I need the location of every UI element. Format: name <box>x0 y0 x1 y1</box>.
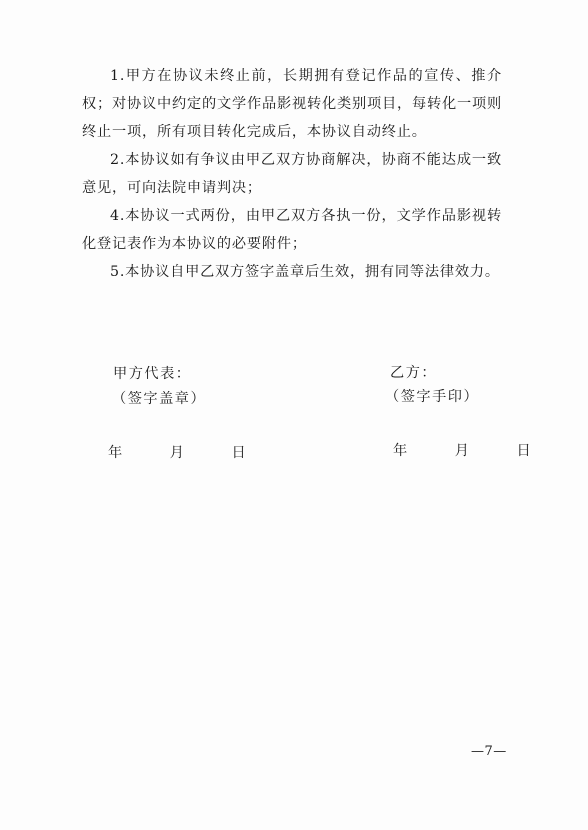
clause-1: 1.甲方在协议未终止前，长期拥有登记作品的宣传、推介权；对协议中约定的文学作品影视转化类别项目，每转化一项则终止一项，所有项目转化完成后，本协议自动终止。 <box>82 68 502 140</box>
party-a-date-day: 日 <box>231 445 248 461</box>
party-a-date-line <box>108 442 265 462</box>
party-b-date-year: 年 <box>393 443 409 459</box>
clause-5: 5.本协议自甲乙双方签字盖章后生效，拥有同等法律效力。 <box>110 264 500 280</box>
party-a-representative-label: 甲方代表： <box>113 366 192 382</box>
agreement-clauses <box>82 62 502 286</box>
party-b-date-day: 日 <box>516 443 533 459</box>
party-b-date-month: 月 <box>454 443 471 459</box>
party-b-signature-note: （签字手印） <box>385 389 480 405</box>
party-a-date-year: 年 <box>108 445 124 461</box>
page-number: —7— <box>471 744 507 759</box>
clause-4: 4.本协议一式两份，由甲乙双方各执一份，文学作品影视转化登记表作为本协议的必要附件； <box>82 208 502 252</box>
party-a-signature-note: （签字盖章） <box>112 391 207 407</box>
party-b-date-line <box>393 440 550 460</box>
clause-2: 2.本协议如有争议由甲乙双方协商解决，协商不能达成一致意见，可向法院申请判决； <box>82 152 502 196</box>
party-a-date-month: 月 <box>169 445 186 461</box>
party-b-label: 乙方： <box>390 365 438 381</box>
